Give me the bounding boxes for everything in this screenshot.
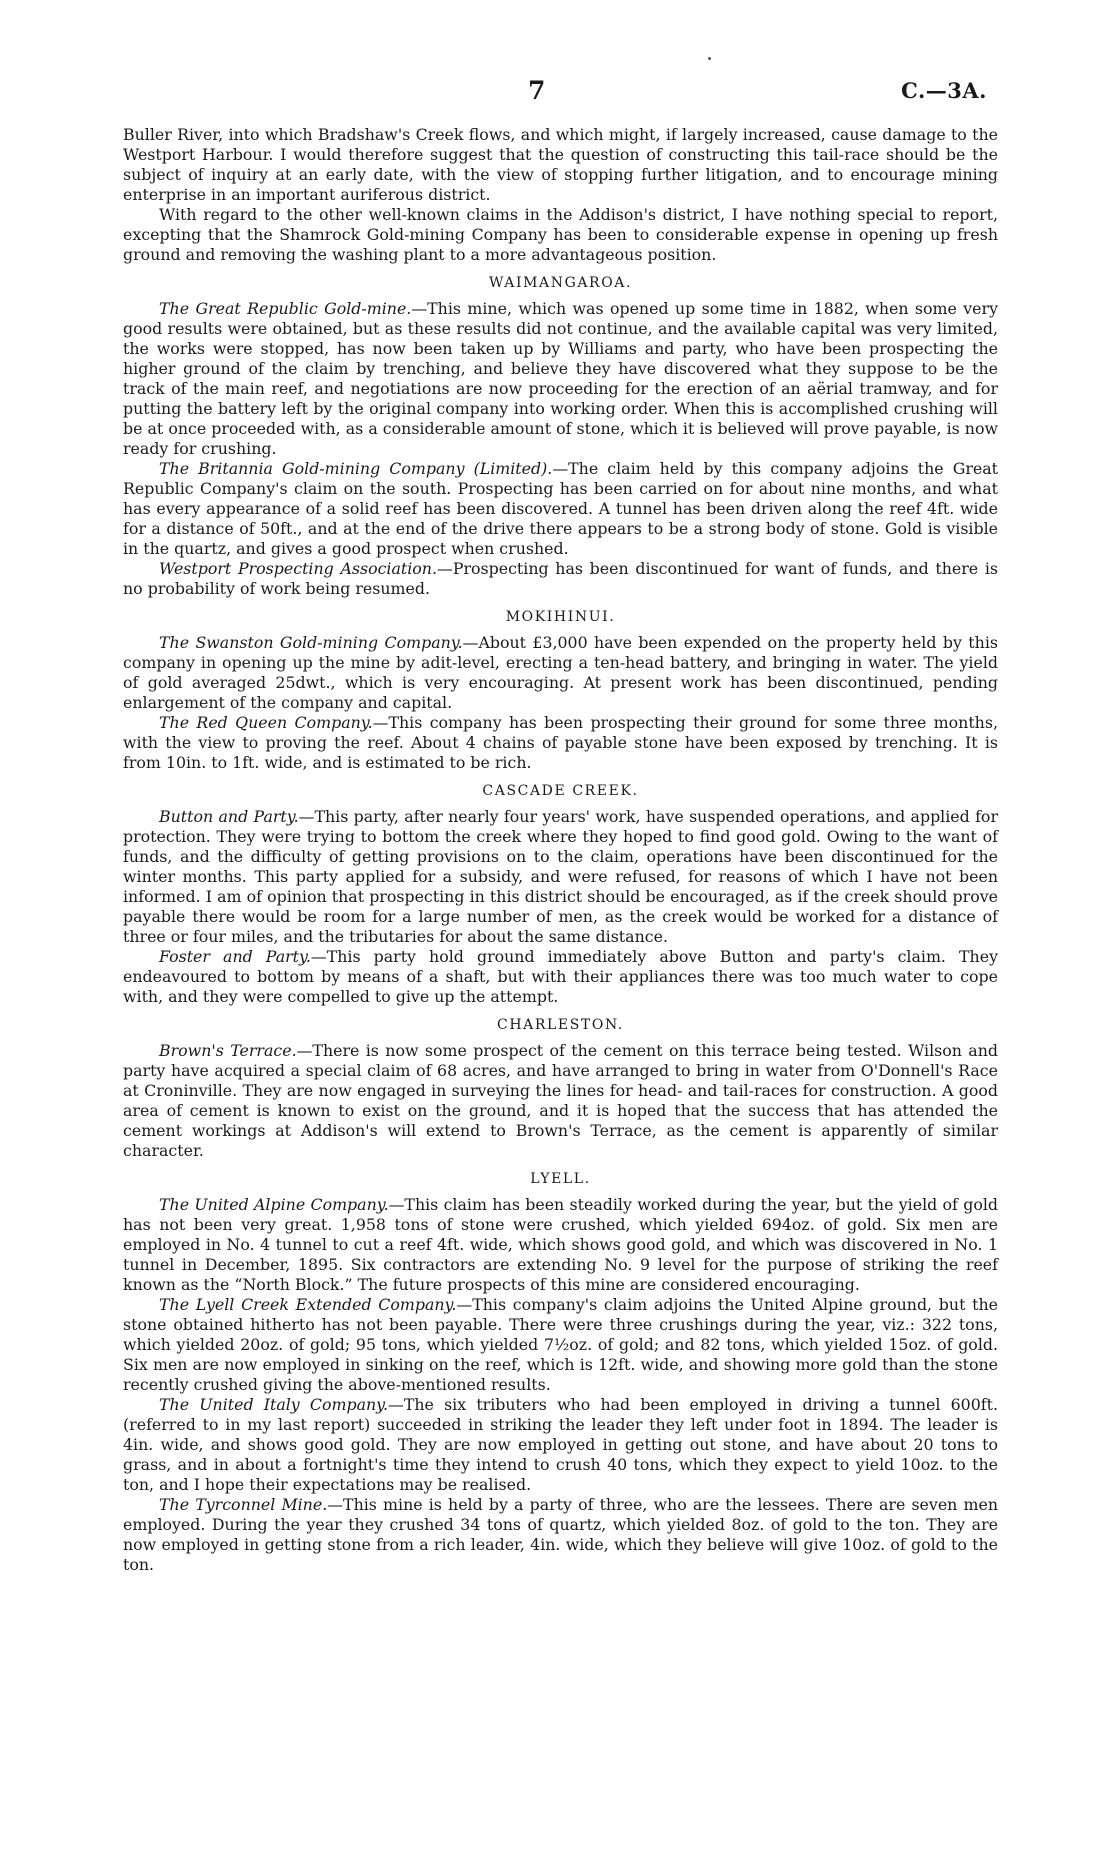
body-text (123, 125, 998, 1575)
paragraph (123, 1295, 998, 1395)
paragraph-text: Buller River, into which Bradshaw's Creek flows, and which might, if largely increased, cause damage to the Westport Harbour. I would therefore suggest that the question of constructing this tail-race should be the subject of inquiry at an early date, with the view of stopping further litigation, and to encourage mining enterprise in an important auriferous district. (123, 125, 998, 204)
document-reference: C.—3A. (901, 78, 987, 103)
paragraph (123, 1395, 998, 1495)
paragraph-lead: The Tyrconnel Mine. (159, 1495, 328, 1514)
paragraph-text: —This mine, which was opened up some time in 1882, when some very good results were obtained, but as these results did not continue, and the available capital was very limited, the works were stopped, has now been taken up by Williams and party, who have been prospecting the higher ground of the claim by trenching, and believe they have discovered what they suppose to be the track of the main reef, and negotiations are now proceeding for the erection of an aërial tramway, and for putting the battery left by the original company into working order. When this is accomplished crushing will be at once proceeded with, as a considerable amount of stone, which it is believed will prove payable, is now ready for crushing. (123, 299, 998, 458)
paragraph (123, 1041, 998, 1161)
paragraph-lead: The Great Republic Gold-mine. (159, 299, 412, 318)
paragraph-text: —This company has been prospecting their ground for some three months, with the view to proving the reef. About 4 chains of payable stone have been exposed by trenching. It is from 10in. to 1ft. wide, and is estimated to be rich. (123, 713, 998, 772)
paragraph (123, 459, 998, 559)
paragraph-text: —This company's claim adjoins the United Alpine ground, but the stone obtained hitherto has not been payable. There were three crushings during the year, viz.: 322 tons, which yielded 20oz. of gold; 95 tons, which yielded 7½oz. of gold; and 82 tons, which yielded 15oz. of gold. Six men are now employed in sinking on the reef, which is 12ft. wide, and showing more gold than the stone recently crushed giving the above-mentioned results. (123, 1295, 999, 1394)
section-heading: WAIMANGAROA. (488, 275, 633, 291)
paragraph-lead: The United Italy Company. (159, 1395, 389, 1414)
page-number: 7 (528, 76, 546, 105)
paragraph-text: With regard to the other well-known claims in the Addison's district, I have nothing special to report, excepting that the Shamrock Gold-mining Company has been to considerable expense in opening up fresh ground and removing the washing plant to a more advantageous position. (123, 205, 998, 264)
paragraph (123, 633, 998, 713)
page-header (0, 76, 1114, 106)
paragraph (123, 125, 998, 205)
section-heading: CASCADE CREEK. (482, 783, 639, 799)
paragraph-text: —This claim has been steadily worked during the year, but the yield of gold has not been very great. 1,958 tons of stone were crushed, which yielded 694oz. of gold. Six men are employed in No. 4 tunnel to cut a reef 4ft. wide, which shows good gold, and which was discovered in No. 1 tunnel in December, 1895. Six contractors are extending No. 9 level for the purpose of striking the reef known as the “North Block.” The future prospects of this mine are considered encouraging. (123, 1195, 998, 1294)
paragraph-lead: The Britannia Gold-mining Company (Limited). (159, 459, 553, 478)
paragraph-lead: Westport Prospecting Association. (159, 559, 438, 578)
paragraph-lead: The Red Queen Company. (159, 713, 373, 732)
paragraph (123, 205, 998, 265)
paragraph (123, 299, 998, 459)
paragraph-lead: The Swanston Gold-mining Company. (159, 633, 463, 652)
section-heading: MOKIHINUI. (505, 609, 616, 625)
paragraph (123, 1495, 998, 1575)
paragraph (123, 713, 998, 773)
paragraph-text: —This party hold ground immediately above Button and party's claim. They endeavoured to bottom by means of a shaft, but with their appliances there was too much water to cope with, and they were compelled to give up the attempt. (123, 947, 999, 1006)
paragraph (123, 807, 998, 947)
paragraph-text: —This mine is held by a party of three, who are the lessees. There are seven men employed. During the year they crushed 34 tons of quartz, which yielded 8oz. of gold to the ton. They are now employed in getting stone from a rich leader, 4in. wide, which they believe will give 10oz. of gold to the ton. (123, 1495, 998, 1574)
paragraph-lead: Foster and Party. (159, 947, 311, 966)
paragraph-lead: Button and Party. (159, 807, 299, 826)
paragraph-text: —About £3,000 have been expended on the property held by this company in opening up the mine by adit-level, erecting a ten-head battery, and bringing in water. The yield of gold averaged 25dwt., which is very encouraging. At present work has been discontinued, pending enlargement of the company and capital. (123, 633, 998, 712)
print-speck (708, 57, 711, 60)
paragraph-lead: Brown's Terrace. (159, 1041, 297, 1060)
section-heading: CHARLESTON. (497, 1017, 624, 1033)
paragraph-text: —This party, after nearly four years' work, have suspended operations, and applied for protection. They were trying to bottom the creek where they hoped to find good gold. Owing to the want of funds, and the difficulty of getting provisions on to the claim, operations have been discontinued for the winter months. This party applied for a subsidy, and were refused, for reasons of which I have not been informed. I am of opinion that prospecting in this district should be encouraged, as if the creek should prove payable there would be room for a large number of men, as the creek would be worked for a distance of three or four miles, and the tributaries for about the same distance. (123, 807, 998, 946)
paragraph-text: —The six tributers who had been employed in driving a tunnel 600ft. (referred to in my last report) succeeded in striking the leader they left under foot in 1894. The leader is 4in. wide, and shows good gold. They are now employed in getting out stone, and have about 20 tons to grass, and in about a fortnight's time they intend to crush 40 tons, which they expect to yield 10oz. to the ton, and I hope their expectations may be realised. (123, 1395, 998, 1494)
paragraph-text: —Prospecting has been discontinued for want of funds, and there is no probability of work being resumed. (123, 559, 998, 598)
paragraph (123, 1195, 998, 1295)
paragraph-lead: The Lyell Creek Extended Company. (159, 1295, 457, 1314)
paragraph-lead: The United Alpine Company. (159, 1195, 389, 1214)
paragraph (123, 947, 998, 1007)
section-heading: LYELL. (530, 1171, 591, 1187)
paragraph-text: —There is now some prospect of the cement on this terrace being tested. Wilson and party have acquired a special claim of 68 acres, and have arranged to bring in water from O'Donnell's Race at Croninville. They are now engaged in surveying the lines for head- and tail-races for construction. A good area of cement is known to exist on the ground, and it is hoped that the success that has attended the cement workings at Addison's will extend to Brown's Terrace, as the cement is apparently of similar character. (123, 1041, 999, 1160)
paragraph-text: —The claim held by this company adjoins the Great Republic Company's claim on the south. Prospecting has been carried on for about nine months, and what has every appearance of a solid reef has been discovered. A tunnel has been driven along the reef 4ft. wide for a distance of 50ft., and at the end of the drive there appears to be a strong body of stone. Gold is visible in the quartz, and gives a good prospect when crushed. (123, 459, 998, 558)
paragraph (123, 559, 998, 599)
